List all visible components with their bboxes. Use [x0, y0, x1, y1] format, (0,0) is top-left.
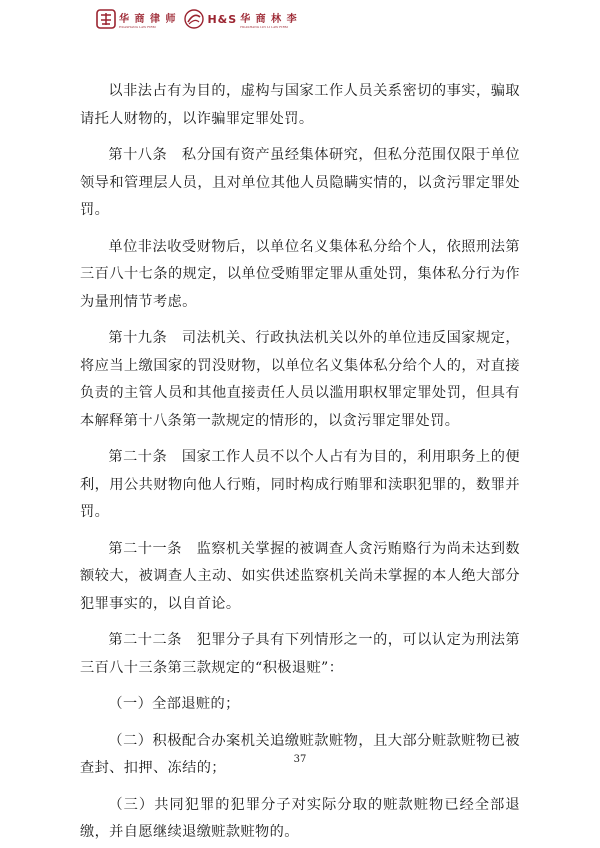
paragraph: 以非法占有为目的，虚构与国家工作人员关系密切的事实，骗取请托人财物的，以诈骗罪定罪处罚。: [80, 83, 520, 127]
huashang-logo-icon: [96, 9, 116, 29]
logo2-mark: H&S: [207, 12, 238, 26]
list-item: （二）积极配合办案机关追缴赃款赃物，且大部分赃款赃物已被查封、扣押、冻结的；: [80, 732, 520, 776]
page-header: [96, 6, 298, 32]
logo2-subtext: HUASHANG LIN LI LAW FIRM: [240, 24, 288, 29]
paragraph: 单位非法收受财物后，以单位名义集体私分给个人，依照刑法第三百八十七条的规定，以单位受贿罪定罪从重处罚，集体私分行为作为量刑情节考虑。: [80, 238, 520, 310]
hs-logo: [184, 9, 297, 29]
logo1-subtext: HUASHANG LAW FIRM: [119, 24, 156, 29]
article-21: 第二十一条 监察机关掌握的被调查人贪污贿赂行为尚未达到数额较大，被调查人主动、如实供述监察机关尚未掌握的本人绝大部分犯罪事实的，以自首论。: [80, 540, 520, 612]
huashang-law-logo: [96, 9, 176, 29]
hs-circle-logo-icon: [184, 9, 204, 29]
article-19: 第十九条 司法机关、行政执法机关以外的单位违反国家规定，将应当上缴国家的罚没财物，以单位名义集体私分给个人的，对直接负责的主管人员和其他直接责任人员以滥用职权罪定罪处罚，但具有本解释第十八条第一款规定的情形的，以贪污罪定罪处罚。: [80, 330, 520, 429]
list-item: （三）共同犯罪的犯罪分子对实际分取的赃款赃物已经全部退缴，并自愿继续退缴赃款赃物的。: [80, 796, 520, 840]
article-18: 第十八条 私分国有资产虽经集体研究，但私分范围仅限于单位领导和管理层人员，且对单位其他人员隐瞒实情的，以贪污罪定罪处罚。: [80, 147, 520, 218]
page-number: 37: [293, 754, 307, 765]
logo1-text: 华 商 律 师: [119, 13, 177, 25]
article-22: 第二十二条 犯罪分子具有下列情形之一的，可以认定为刑法第三百八十三条第三款规定的“积极退赃”：: [80, 632, 520, 676]
logo2-text: 华 商 林 李: [240, 13, 298, 25]
article-20: 第二十条 国家工作人员不以个人占有为目的，利用职务上的便利，用公共财物向他人行贿，同时构成行贿罪和渎职犯罪的，数罪并罚。: [80, 449, 520, 520]
list-item: （一）全部退赃的；: [108, 696, 240, 712]
document-body: [80, 78, 520, 847]
